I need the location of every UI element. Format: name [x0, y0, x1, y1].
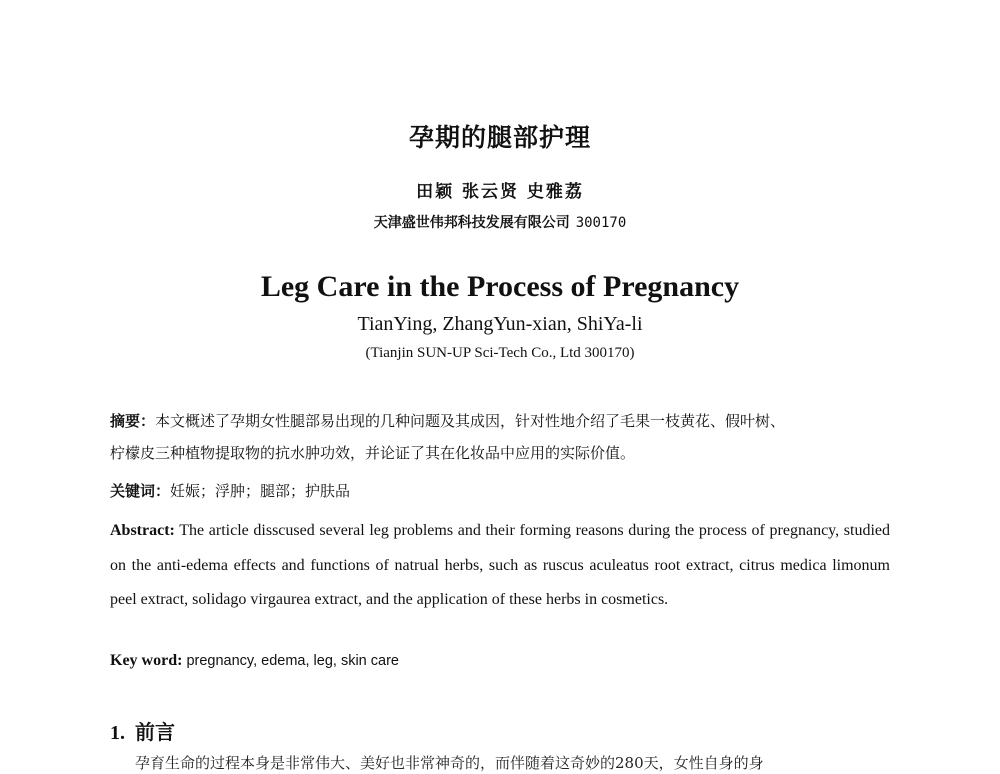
chinese-abstract-label: 摘要：	[110, 412, 156, 430]
chinese-affiliation-name: 天津盛世伟邦科技发展有限公司	[373, 215, 570, 231]
partial-body-line: 孕育生命的过程本身是非常伟大、美好也非常神奇的，而伴随着这奇妙的280天，女性自身的身	[135, 754, 764, 772]
chinese-abstract-line1: 本文概述了孕期女性腿部易出现的几种问题及其成因，针对性地介绍了毛果一枝黄花、假叶树、	[155, 412, 786, 430]
english-abstract-text: The article disscused several leg problems and their forming reasons during the process of pregnancy, studied on the anti-edema effects and functions of natrual herbs, such as ruscus aculeatus root extract, citrus medica limonum peel extract, solidago virgaurea extract, and the application of these herbs in cosmetics.	[110, 522, 891, 608]
chinese-title: 孕期的腿部护理	[408, 123, 591, 152]
section-heading	[110, 716, 890, 745]
chinese-affiliation	[0, 212, 1000, 232]
english-keywords-text: pregnancy, edema, leg, skin care	[186, 653, 399, 669]
chinese-postcode: 300170	[575, 215, 627, 231]
chinese-abstract-line2: 柠檬皮三种植物提取物的抗水肿功效，并论证了其在化妆品中应用的实际价值。	[110, 444, 636, 462]
section-title: 前言	[135, 720, 175, 744]
chinese-keywords-text: 妊娠；浮肿；腿部；护肤品	[170, 482, 351, 500]
section-number: 1.	[110, 722, 125, 744]
chinese-authors: 田颖 张云贤 史雅荔	[416, 182, 584, 202]
chinese-keywords	[110, 480, 890, 502]
english-abstract	[110, 514, 890, 618]
english-title: Leg Care in the Process of Pregnancy	[260, 270, 740, 303]
english-abstract-label: Abstract:	[110, 522, 175, 539]
chinese-abstract	[110, 410, 890, 464]
english-affiliation: (Tianjin SUN-UP Sci-Tech Co., Ltd 300170)	[365, 345, 635, 361]
english-keywords-label: Key word:	[110, 652, 183, 669]
english-keywords	[110, 652, 890, 670]
chinese-keywords-label: 关键词：	[110, 482, 171, 500]
english-authors: TianYing, ZhangYun-xian, ShiYa-li	[357, 313, 643, 335]
